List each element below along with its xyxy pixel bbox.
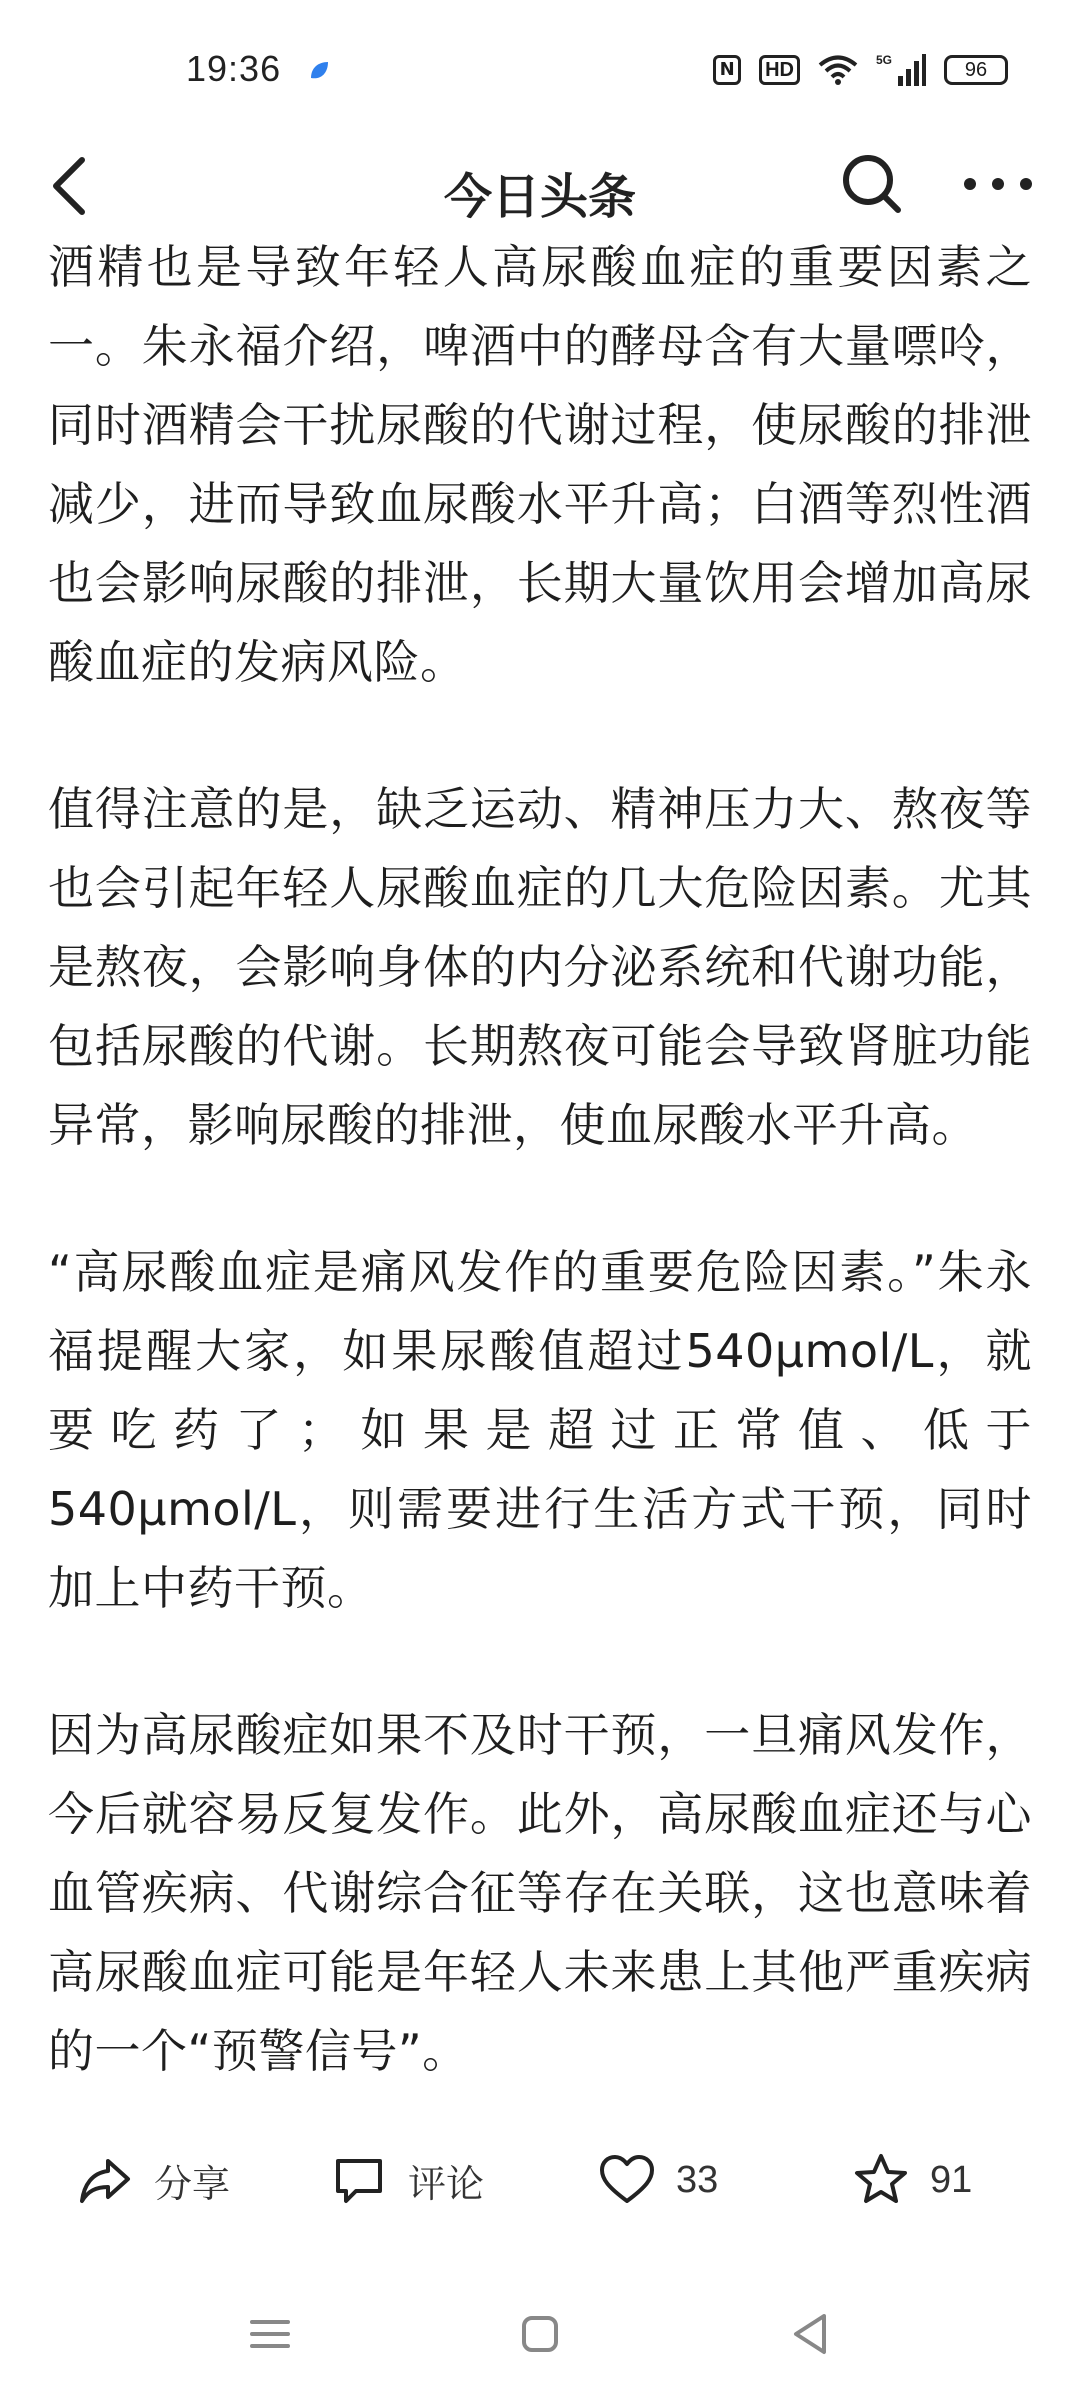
home-icon[interactable] [510,2304,570,2364]
share-label: 分享 [154,2163,231,2206]
share-icon [76,2151,134,2209]
page-title: 今日头条 [443,169,636,225]
comment-button[interactable] [330,2142,484,2218]
article-body [48,228,1032,2090]
recent-apps-icon[interactable] [240,2304,300,2364]
article-paragraph: 值得注意的是，缺乏运动、精神压力大、熬夜等也会引起年轻人尿酸血症的几大危险因素。尤其是熬夜，会影响身体的内分泌系统和代谢功能，包括尿酸的代谢。长期熬夜可能会导致肾脏功能异常，影响尿酸的排泄，使血尿酸水平升高。 [48,782,1032,1152]
status-bar [0,0,1080,140]
favorite-count: 91 [930,2158,973,2201]
like-count: 33 [676,2158,719,2201]
search-icon[interactable] [832,144,912,224]
app-header [0,140,1080,240]
wifi-icon [818,54,858,86]
comment-label: 评论 [408,2163,485,2206]
network-label: 5G [876,53,893,67]
action-bar [0,2130,1080,2230]
heart-icon [598,2151,656,2209]
like-button[interactable] [598,2142,718,2218]
battery-icon: 96 [944,55,1008,85]
comment-icon [330,2151,388,2209]
back-nav-icon[interactable] [780,2304,840,2364]
status-time: 19:36 [186,48,282,89]
status-icons [713,50,1008,90]
nfc-icon: N [713,55,741,85]
system-nav-bar [0,2290,1080,2380]
app-notification-icon [306,58,332,84]
hd-icon: HD [759,55,800,85]
star-icon [852,2151,910,2209]
signal-icon [876,52,926,88]
share-button[interactable] [76,2142,230,2218]
article-paragraph: 酒精也是导致年轻人高尿酸血症的重要因素之一。朱永福介绍，啤酒中的酵母含有大量嘌呤，同时酒精会干扰尿酸的代谢过程，使尿酸的排泄减少，进而导致血尿酸水平升高；白酒等烈性酒也会影响尿酸的排泄，长期大量饮用会增加高尿酸血症的发病风险。 [48,240,1032,689]
article-paragraph: 因为高尿酸症如果不及时干预，一旦痛风发作，今后就容易反复发作。此外，高尿酸血症还与心血管疾病、代谢综合征等存在关联，这也意味着高尿酸血症可能是年轻人未来患上其他严重疾病的一个“预警信号”。 [48,1708,1032,2078]
more-dots-icon[interactable] [948,144,1048,224]
favorite-button[interactable] [852,2142,972,2218]
article-paragraph: “高尿酸血症是痛风发作的重要危险因素。”朱永福提醒大家，如果尿酸值超过540μmol/L，就要吃药了；如果是超过正常值、低于540μmol/L，则需要进行生活方式干预，同时加上中药干预。 [48,1245,1032,1615]
